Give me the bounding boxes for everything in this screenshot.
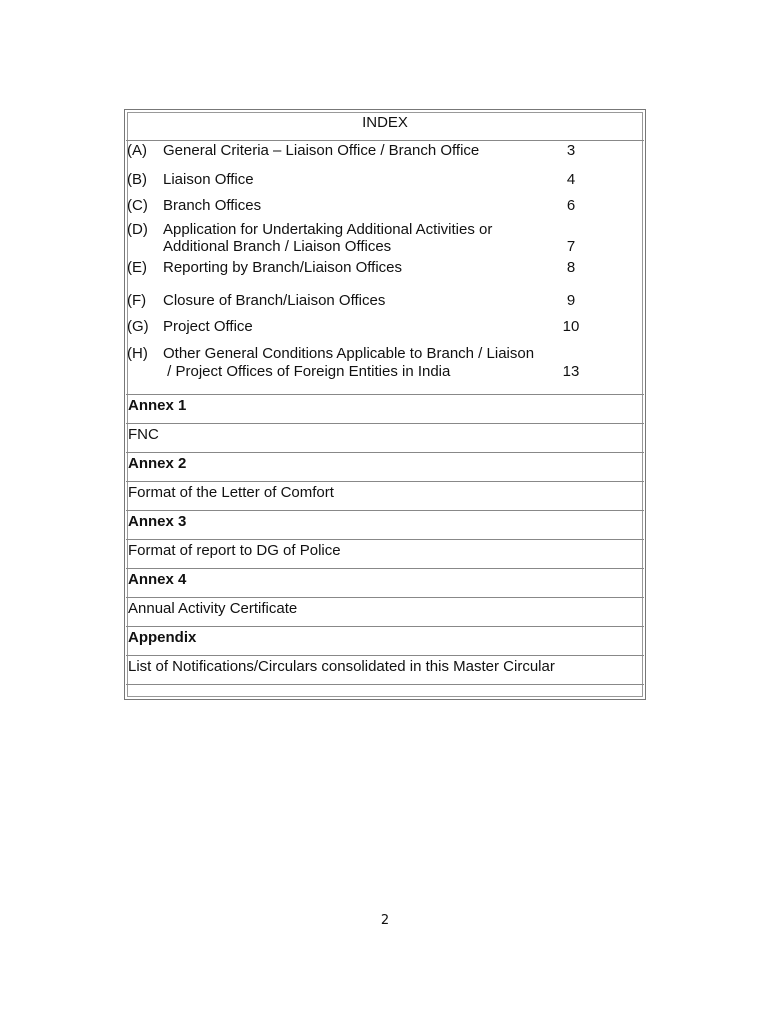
appendix-heading: Appendix [128, 629, 197, 646]
entry-title-continued: / Project Offices of Foreign Entities in India [163, 363, 451, 380]
entry-page: 7 [566, 238, 576, 255]
annex-4-description: Annual Activity Certificate [128, 600, 298, 617]
divider [126, 684, 644, 685]
entry-letter: (A) [127, 142, 147, 159]
page-number: 2 [380, 913, 390, 928]
index-title: INDEX [362, 114, 408, 131]
entry-title: Reporting by Branch/Liaison Offices [163, 259, 403, 276]
entry-title: Project Office [163, 318, 253, 335]
divider [126, 510, 644, 511]
annex-3-description: Format of report to DG of Police [128, 542, 341, 559]
divider [126, 423, 644, 424]
divider [126, 539, 644, 540]
entry-title: Liaison Office [163, 171, 254, 188]
entry-letter: (H) [127, 345, 148, 362]
annex-2-heading: Annex 2 [128, 455, 187, 472]
entry-letter: (D) [127, 221, 148, 238]
divider [126, 655, 644, 656]
annex-3-heading: Annex 3 [128, 513, 187, 530]
annex-2-description: Format of the Letter of Comfort [128, 484, 334, 501]
annex-1-description: FNC [128, 426, 159, 443]
entry-page: 4 [566, 171, 576, 188]
entry-title: General Criteria – Liaison Office / Branch Office [163, 142, 480, 159]
entry-page: 13 [562, 363, 580, 380]
divider [126, 626, 644, 627]
divider [126, 140, 644, 141]
entry-title: Branch Offices [163, 197, 262, 214]
entry-title: Application for Undertaking Additional Activities or [163, 221, 493, 238]
entry-title: Other General Conditions Applicable to Branch / Liaison [163, 345, 535, 362]
divider [126, 452, 644, 453]
entry-letter: (G) [127, 318, 149, 335]
divider [126, 481, 644, 482]
entry-title-continued: Additional Branch / Liaison Offices [163, 238, 392, 255]
divider [126, 597, 644, 598]
annex-4-heading: Annex 4 [128, 571, 187, 588]
entry-letter: (B) [127, 171, 147, 188]
entry-page: 6 [566, 197, 576, 214]
entry-page: 10 [562, 318, 580, 335]
entry-page: 9 [566, 292, 576, 309]
entry-page: 8 [566, 259, 576, 276]
entry-title: Closure of Branch/Liaison Offices [163, 292, 386, 309]
appendix-description: List of Notifications/Circulars consolidated in this Master Circular [128, 658, 555, 675]
entry-page: 3 [566, 142, 576, 159]
entry-letter: (E) [127, 259, 147, 276]
annex-1-heading: Annex 1 [128, 397, 187, 414]
entry-letter: (C) [127, 197, 148, 214]
divider [126, 394, 644, 395]
entry-letter: (F) [127, 292, 147, 309]
divider [126, 568, 644, 569]
